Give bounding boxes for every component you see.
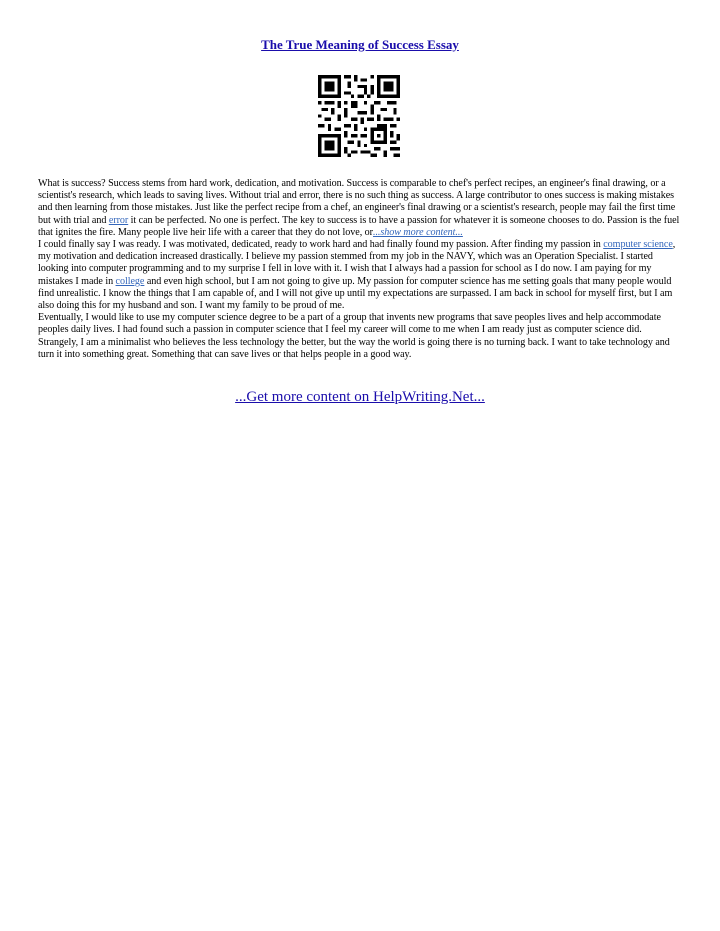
link-college[interactable]: college	[115, 275, 145, 287]
link-error[interactable]: error	[108, 214, 129, 226]
paragraph-1: What is success? Success stems from hard work, dedication, and motivation. Success is comparable to chef's perfect recipes, an engineer's final drawing, or a scientist's research, which leads to saving lives. Without trial and error, there is no such thing as success. A large contributor to ones success is making mistakes and then learning from those mistakes. Just like the perfect recipe from a chef, an engineer's final drawing or a scientist's research, people may fail the first time but with trial and error it can be perfected. No one is perfect. The key to success is to have a passion for whatever it is someone chooses to do. Passion is the fuel that ignites the fire. Many people live heir life with a career that they do not love, or...show more content...	[38, 178, 680, 238]
title-link[interactable]: The True Meaning of Success Essay	[261, 37, 459, 52]
cta-container	[0, 389, 720, 406]
essay-body	[38, 178, 684, 361]
paragraph-2: I could finally say I was ready. I was motivated, dedicated, ready to work hard and had finally found my passion. After finding my passion in computer science, my motivation and dedication increased drastically. I believe my passion stemmed from my job in the NAVY, which was an Operation Specialist. I started looking into computer programming and to my surprise I fell in love with it. I wish that I always had a passion for school as I do now. I am paying for my mistakes I made in college and even high school, but I am not going to give up. My passion for computer science has me setting goals that many people would find unrealistic. I know the things that I am capable of, and I will not give up until my expectations are surpassed. I am back in school for myself first, but I am also doing this for my husband and son. I want my family to be proud of me.	[38, 239, 676, 312]
qr-code	[318, 75, 400, 157]
show-more-link[interactable]: ...show more content...	[372, 226, 463, 238]
get-more-content-link[interactable]: ...Get more content on HelpWriting.Net...	[235, 389, 485, 405]
link-computer-science[interactable]: computer science	[603, 239, 673, 251]
document-title	[0, 37, 720, 53]
paragraph-3: Eventually, I would like to use my computer science degree to be a part of a group that invents new programs that save peoples lives and help accommodate peoples daily lives. I had found such a passion in computer science that I feel my career will come to me when I am ready just as computer science did. Strangely, I am a minimalist who believes the less technology the better, but the way the world is going there is no turning back. I want to take technology and turn it into something great. Something that can save lives or that helps people in a good way.	[38, 312, 670, 360]
